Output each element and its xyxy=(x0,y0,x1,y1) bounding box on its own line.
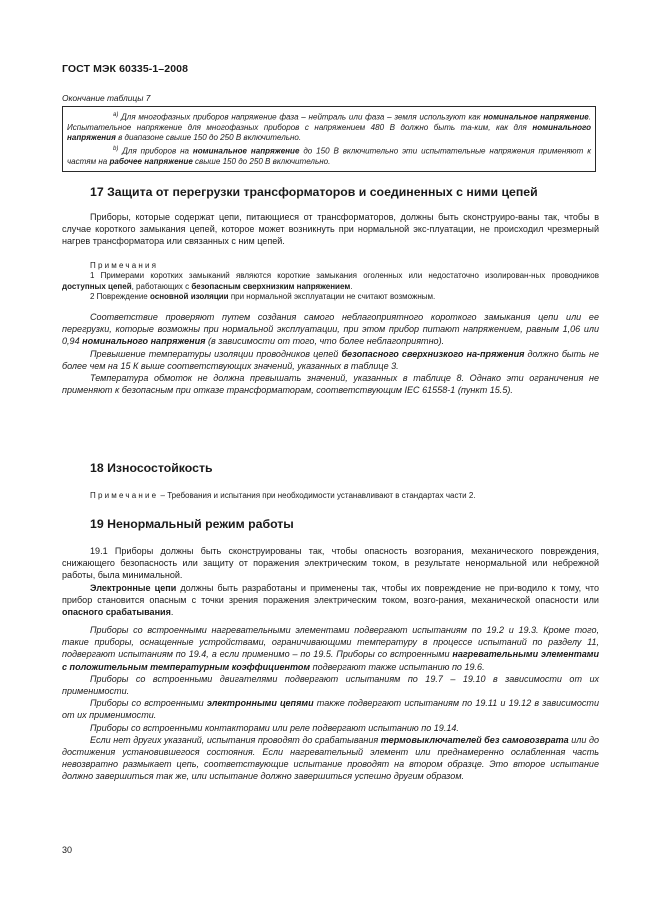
term-dangerous-malfunction: опасного срабатывания xyxy=(62,607,171,618)
para-text: подвергают также испытанию по 19.6. xyxy=(310,661,485,672)
section-17-para xyxy=(62,211,599,248)
note-2-term: основной изоляции xyxy=(149,292,229,302)
page-number: 30 xyxy=(62,845,73,855)
term-non-self-resetting-cutouts: термовыключателей без самовозврата xyxy=(380,734,569,745)
compliance-text: (в зависимости от того, что более неблагоприятно). xyxy=(205,336,445,347)
compliance-para-1 xyxy=(62,311,599,348)
note-b-text: до 150 В включительно эти испытательные напряжения применяют к частям на xyxy=(67,146,591,166)
para-text: также подвергают испытаниям по 19.11 и 19.12 в зависимости от их применимости. xyxy=(62,698,599,721)
section-19-title: 19 Ненормальный режим работы xyxy=(90,517,294,531)
compliance-term: безопасного сверхнизкого на-пряжения xyxy=(341,348,525,359)
note-label: Примечание xyxy=(90,491,159,500)
note-b-text: свыше 150 до 250 В включительно. xyxy=(192,156,331,166)
note-2-text: при нормальной эксплуатации не считают возможным. xyxy=(228,292,436,302)
section-17-compliance xyxy=(62,311,599,396)
note-1-text: . xyxy=(350,281,353,291)
note-1-text: , работающих с xyxy=(131,281,192,291)
note-a-term: номинальное напряжение xyxy=(483,112,589,122)
note-1 xyxy=(62,271,599,292)
note-b-text: Для приборов на xyxy=(122,146,193,156)
term-electronic-circuits: электронными цепями xyxy=(206,698,314,709)
section-19-tests xyxy=(62,624,599,783)
section-19-para-7 xyxy=(62,734,599,783)
note-a-text: . Испытательное напряжение для многофазных приборов с напряжением 480 В должно быть та-ким, как для xyxy=(67,112,591,132)
note-a-marker: a) xyxy=(113,112,119,118)
note-2-text: 2 Повреждение xyxy=(90,292,150,302)
note-a-term: номинального напряжения xyxy=(67,122,591,143)
section-17-paragraph: Приборы, которые содержат цепи, питающиеся от трансформаторов, должны быть сконструиро-ваны так, чтобы в случае короткого замыкания цепей, которое может возникнуть при нормальной экс-плуатации, не происходил чрезмерный нагрев трансформатора или связанных с ним цепей. xyxy=(62,212,599,247)
para-text: должны быть разработаны и применены так, чтобы их повреждение не при-водило к тому, что прибор становится опасным с точки зрения поражения электрическим током, возго-рания, механической опасности или xyxy=(62,582,600,605)
table-note-a xyxy=(67,110,591,144)
compliance-term: номинального напряжения xyxy=(82,336,206,347)
note-b-marker: b) xyxy=(113,145,119,152)
para-text: . xyxy=(170,607,174,618)
note-1-text: 1 Примерами коротких замыканий являются короткие замыкания оголенных или недостаточно изолирован-ных проводников xyxy=(90,271,599,281)
section-17-notes xyxy=(62,261,599,303)
compliance-para-3: Температура обмоток не должна превышать значений, указанных в таблице 8. Однако эти ограничения не применяют к безопасным при отказе трансформаторам, соответствующим IEC 61558-1 (пункт 15.5). xyxy=(62,373,599,396)
section-18-note xyxy=(62,491,599,501)
section-19-para-3 xyxy=(62,624,599,673)
section-18-note-line xyxy=(62,491,599,501)
section-19-para-6: Приборы со встроенными контакторами или реле подвергают испытанию по 19.14. xyxy=(90,722,459,733)
section-19-body xyxy=(62,545,599,618)
note-text: – Требования и испытания при необходимости устанавливают в стандартах части 2. xyxy=(158,491,476,500)
table-note-b xyxy=(67,144,591,167)
document-id-header: ГОСТ МЭК 60335-1–2008 xyxy=(62,63,189,75)
note-1-term: безопасным сверхнизким напряжением xyxy=(191,281,351,291)
para-text: Если нет других указаний, испытания проводят до срабатывания xyxy=(90,734,381,745)
section-19-para-2 xyxy=(62,582,599,619)
compliance-text: Соответствие проверяют путем создания самого неблагоприятного короткого замыкания цепи или ее перегрузки, которые возможны при нормальной эксплуатации, при этом прибор питают напряжением, равным 1,06 или 0,94 xyxy=(62,312,599,347)
compliance-para-2 xyxy=(62,348,599,372)
section-19-para-5 xyxy=(62,697,599,721)
note-b-term: рабочее напряжение xyxy=(109,156,193,166)
term-electronic-circuits: Электронные цепи xyxy=(90,582,177,593)
para-text: Приборы со встроенными нагревательными элементами подвергают испытаниям по 19.2 и 19.3. Кроме того, такие приборы, оснащенные устройствами, ограничивающими температуру в процессе испытаний по разделу 11, подвергают испытаниям по 19.4, а если применимо – по 19.5. Приборы со встроенными xyxy=(62,625,599,660)
section-19-para-4: Приборы со встроенными двигателями подвергают испытаниям по 19.7 – 19.10 в зависимости от их применимости. xyxy=(62,673,599,697)
note-2 xyxy=(62,292,599,302)
para-text: или до достижения установившегося состояния. Если нагревательный элемент или преднамеренно ослабленная часть невозвратно размыкает цепь, соответствующие испытание проводят на втором образце. Это второе испытание должно завершиться так же, или испытание должно завершиться успешно другим образом. xyxy=(62,734,599,782)
section-17-title: 17 Защита от перегрузки трансформаторов и соединенных с ними цепей xyxy=(90,185,538,199)
section-18-title: 18 Износостойкость xyxy=(90,461,213,475)
compliance-text: должно быть не более чем на 15 К выше соответствующих значений, указанных в таблице 3. xyxy=(62,348,599,371)
notes-label: Примечания xyxy=(90,261,159,270)
note-a-text: Для многофазных приборов напряжение фаза – нейтраль или фаза – земля используют как xyxy=(121,112,484,122)
note-b-term: номинальное напряжение xyxy=(192,146,300,156)
note-a-text: в диапазоне свыше 150 до 250 В включительно. xyxy=(115,133,302,143)
section-19-para-1: 19.1 Приборы должны быть сконструированы так, чтобы опасность возгорания, механического повреждения, снижающего безопасность или защиту от поражения электрическим током, в результате ненормальной или небрежной работы, была минимальной. xyxy=(62,546,599,581)
term-ptc-elements: нагревательными элементами с положительным температурным коэффициентом xyxy=(62,649,599,672)
table-notes-box xyxy=(62,106,596,172)
note-1-term: доступных цепей xyxy=(62,281,132,291)
table-caption: Окончание таблицы 7 xyxy=(62,93,151,103)
para-text: Приборы со встроенными xyxy=(90,698,207,709)
compliance-text: Превышение температуры изоляции проводников цепей xyxy=(90,348,342,359)
